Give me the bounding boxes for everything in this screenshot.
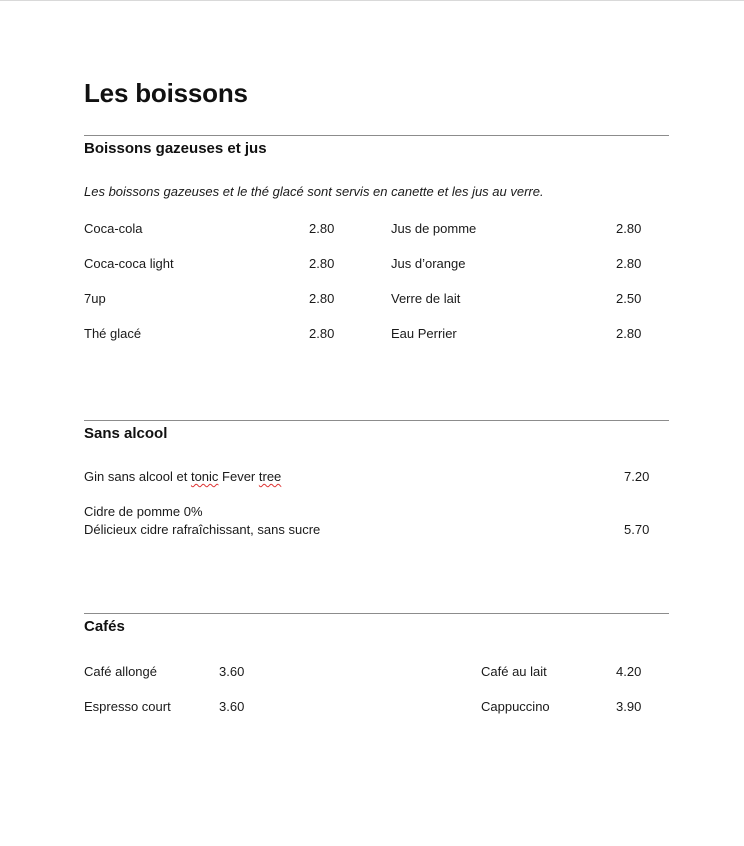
menu-item-name: Café allongé (84, 664, 157, 679)
menu-item-price: 5.70 (624, 522, 650, 537)
section-title-non-alcoholic: Sans alcool (84, 425, 168, 442)
menu-item-name: Café au lait (481, 664, 547, 679)
menu-item-name (84, 469, 281, 484)
section-note: Les boissons gazeuses et le thé glacé sont servis en canette et les jus au verre. (84, 184, 544, 199)
menu-item-name-part: Gin sans alcool et (84, 469, 191, 484)
menu-item-name-part: Fever (218, 469, 259, 484)
menu-item-name: Jus d’orange (391, 256, 466, 271)
menu-item-name: 7up (84, 291, 106, 306)
menu-item-price: 2.80 (309, 256, 335, 271)
menu-item-price: 3.60 (219, 699, 245, 714)
page-title: Les boissons (84, 78, 248, 108)
section-divider (84, 420, 669, 421)
menu-item-price: 3.90 (616, 699, 642, 714)
menu-item-name: Thé glacé (84, 326, 142, 341)
menu-item-price: 2.80 (616, 221, 642, 236)
menu-item-name: Coca-cola (84, 221, 143, 236)
page-top-border (0, 0, 744, 1)
section-divider (84, 135, 669, 136)
menu-item-description: Délicieux cidre rafraîchissant, sans sucre (84, 522, 321, 537)
section-title-soft-drinks: Boissons gazeuses et jus (84, 140, 267, 157)
menu-item-price: 2.80 (616, 326, 642, 341)
menu-item-name: Coca-coca light (84, 256, 174, 271)
menu-item-name: Cidre de pomme 0% (84, 504, 203, 519)
section-title-coffees: Cafés (84, 618, 125, 635)
menu-item-name: Espresso court (84, 699, 171, 714)
menu-item-price: 3.60 (219, 664, 245, 679)
menu-item-price: 2.50 (616, 291, 642, 306)
menu-item-name: Eau Perrier (391, 326, 457, 341)
menu-item-name: Jus de pomme (391, 221, 477, 236)
menu-item-price: 7.20 (624, 469, 650, 484)
menu-item-name: Verre de lait (391, 291, 461, 306)
spellcheck-word: tree (258, 469, 282, 484)
menu-item-price: 2.80 (309, 326, 335, 341)
spellcheck-word: tonic (190, 469, 219, 484)
menu-item-price: 2.80 (616, 256, 642, 271)
menu-item-name: Cappuccino (481, 699, 550, 714)
menu-item-price: 2.80 (309, 221, 335, 236)
section-divider (84, 613, 669, 614)
menu-item-price: 2.80 (309, 291, 335, 306)
menu-item-price: 4.20 (616, 664, 642, 679)
